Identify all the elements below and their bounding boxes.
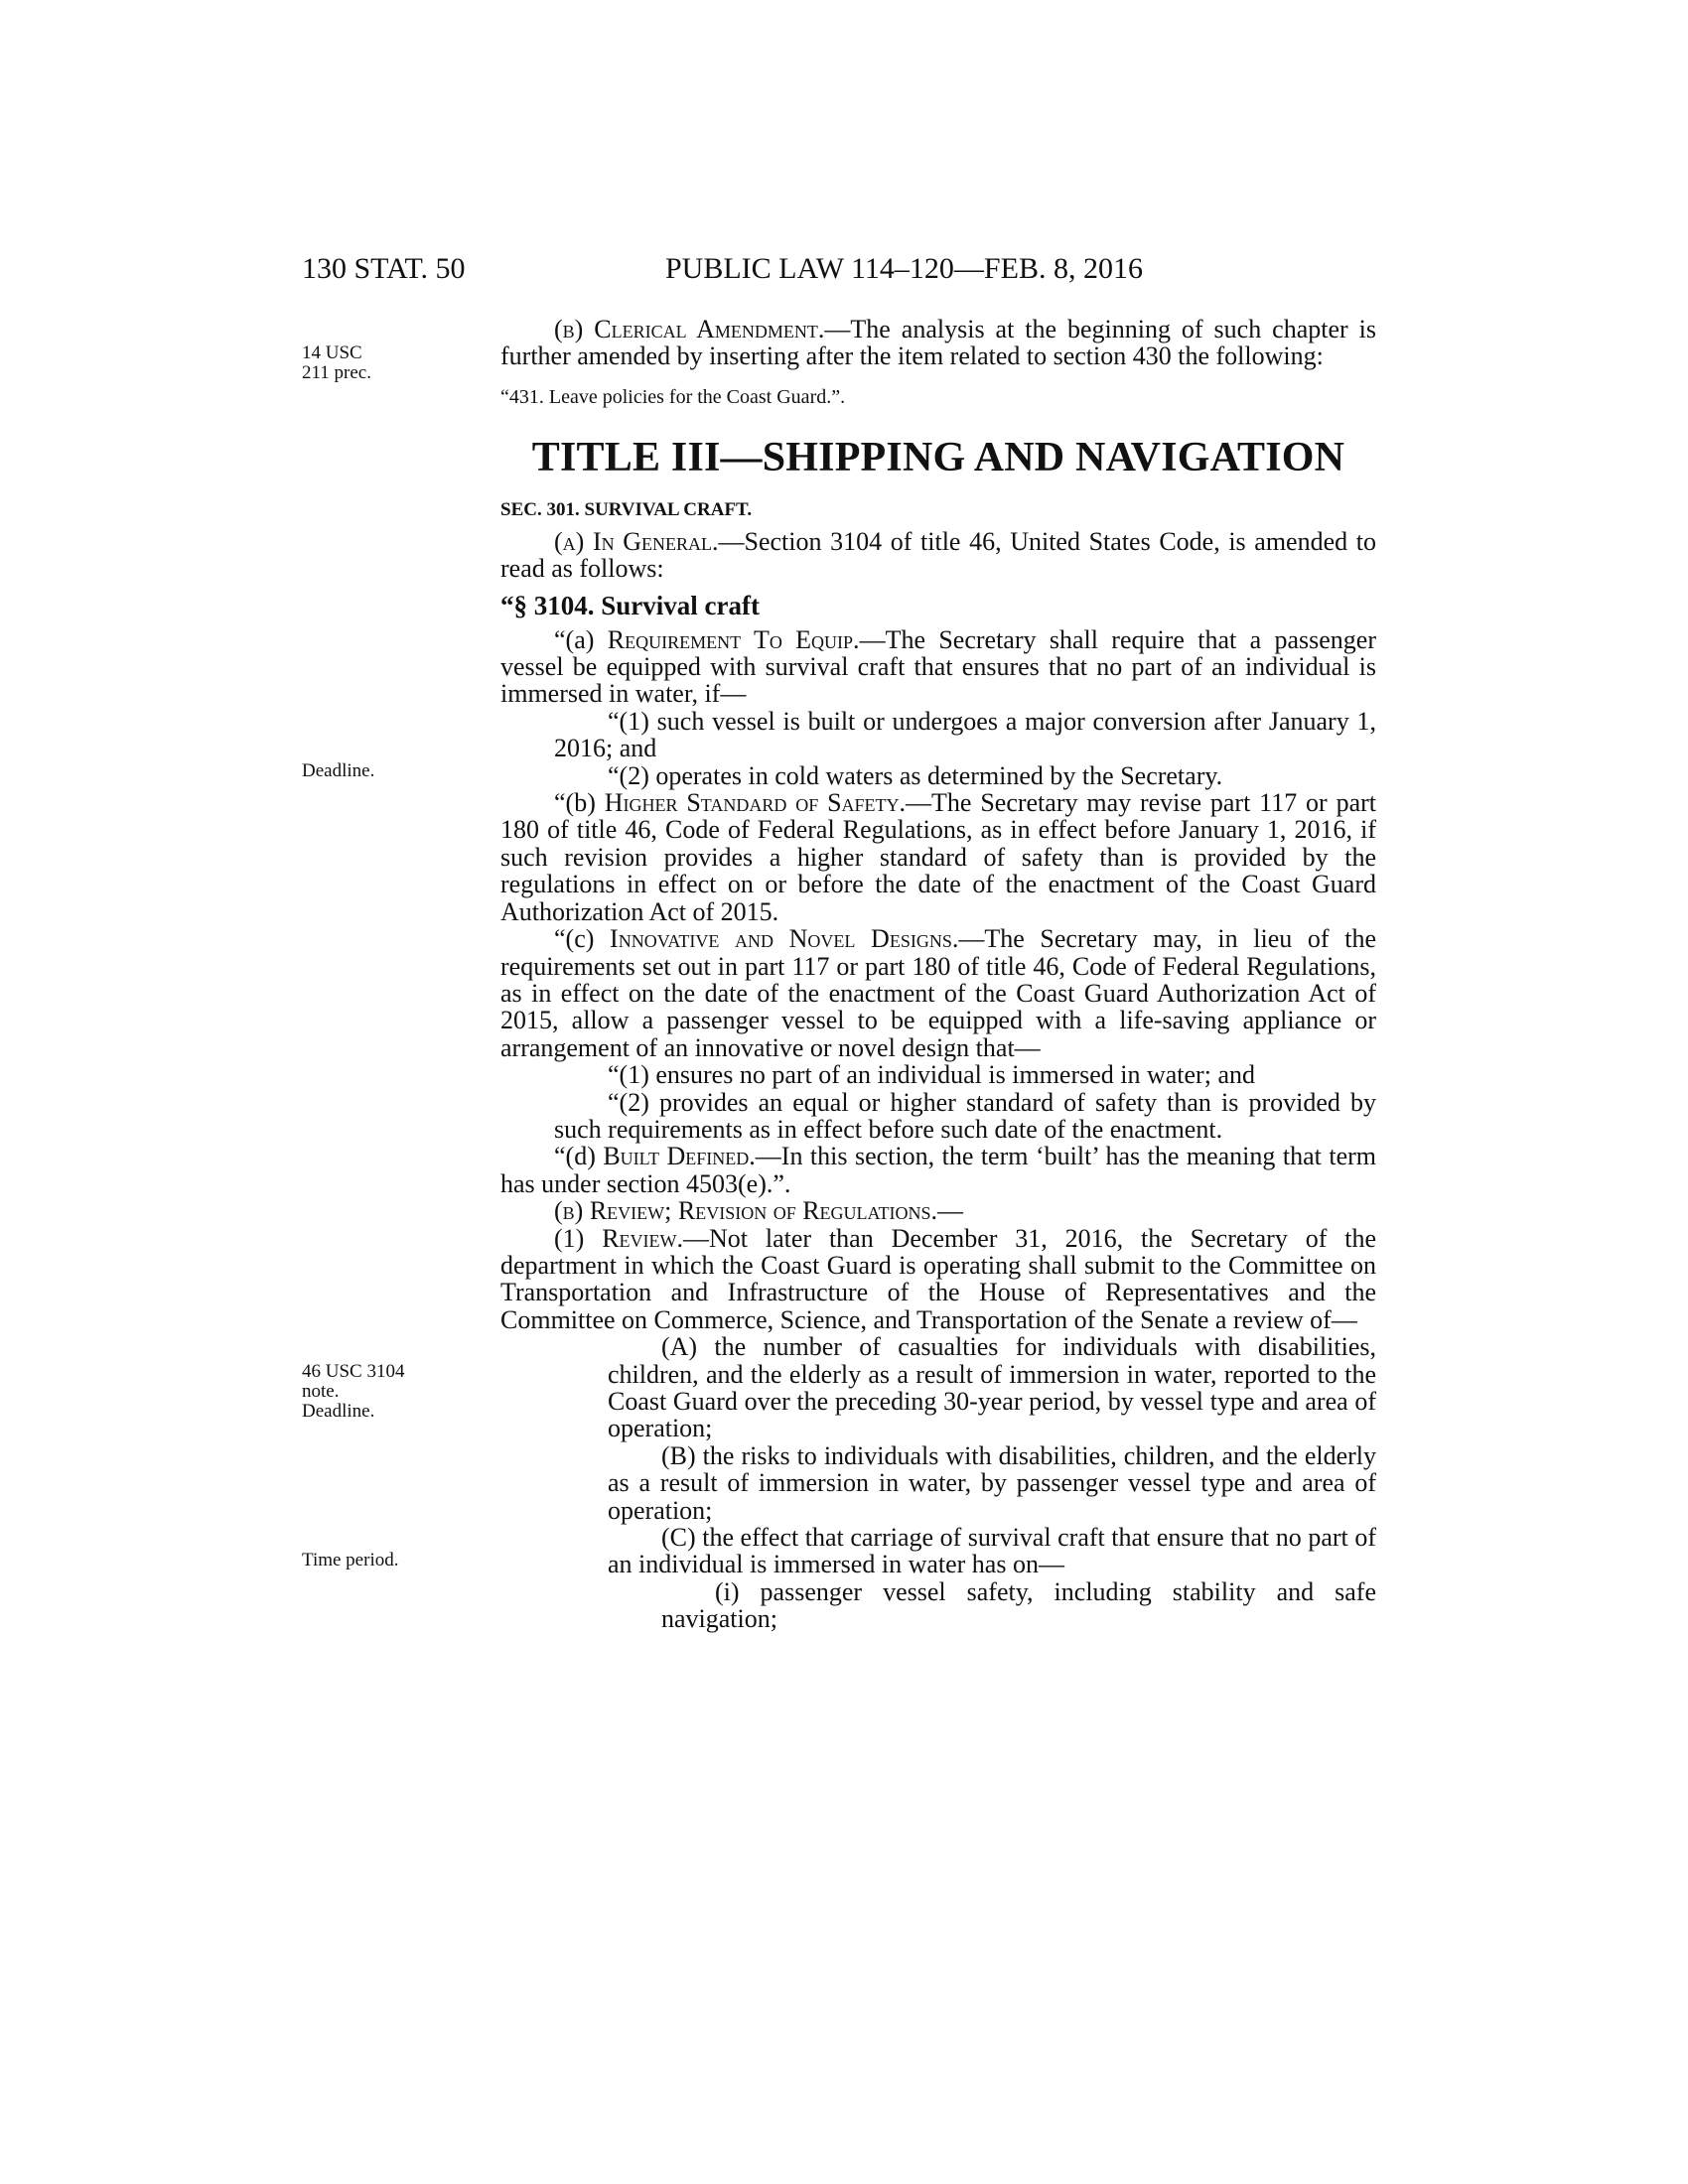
subsection-d-label: Built Defined. (603, 1142, 756, 1171)
subsection-b-text: —The Secretary may revise part 117 or part 180 of title 46, Code of Federal Regulations, as in effect before January 1, 2016, if such revision provides a higher standard of safety than is provided by the regulations in effect on or before the date of the enactment of the Coast Guard Authorization Act of 2015. (500, 788, 1376, 926)
subsection-d-text: —In this section, the term ‘built’ has the meaning that term has under section 4503(e).”. (500, 1142, 1377, 1198)
review-1-text: —Not later than December 31, 2016, the Secretary of the department in which the Coast Guard is operating shall submit to the Committee on Transportation and Infrastructure of the House of Representatives and the Committee on Commerce, Science, and Transportation of the Senate a review of— (500, 1223, 1376, 1334)
subparagraph-A: (A) the number of casualties for individuals with disabilities, children, and the elderly as a result of immersion in water, reported to the Coast Guard over the preceding 30-year period, by vessel type and area of operation; (608, 1332, 1376, 1443)
section-301-heading: SEC. 301. SURVIVAL CRAFT. (500, 498, 753, 520)
subsection-a-text: —The Secretary shall require that a passenger vessel be equipped with survival craft that ensures that no part of an individual is immersed in water, if— (500, 624, 1376, 709)
subsection-b-label: Higher Standard of Safety. (604, 788, 907, 818)
margin-note-46-usc-3104 (302, 1362, 481, 1422)
section-3104-heading: “§ 3104. Survival craft (500, 590, 760, 620)
clause-i: (i) passenger vessel safety, including stability and safe navigation; (661, 1576, 1376, 1634)
margin-note-time-period: Time period. (302, 1550, 399, 1570)
subsection-c-prefix: “(c) (554, 924, 611, 954)
subparagraph-C: (C) the effect that carriage of survival craft that ensure that no part of an individual is immersed in water has on— (608, 1523, 1376, 1579)
margin-note-line: 14 USC (302, 342, 362, 363)
subsection-b-prefix: “(b) (554, 788, 605, 818)
title-heading: TITLE III—SHIPPING AND NAVIGATION (531, 434, 1345, 480)
stat-reference: 130 STAT. 50 (302, 252, 466, 285)
review-heading-label: (b) Review; Revision of Regulations. (554, 1196, 938, 1226)
subsection-b (500, 789, 1376, 925)
quoted-table-item: “431. Leave policies for the Coast Guard.”. (500, 385, 846, 408)
subsection-c-text: —The Secretary may, in lieu of the requirements set out in part 117 or part 180 of title 46, Code of Federal Regulations, as in effect on the date of the enactment of the Coast Guard Authorization Act of 2015, allow a passenger vessel to be equipped with a life-saving appliance or arrangement of an innovative or novel design that— (500, 924, 1376, 1062)
review-1-prefix: (1) (554, 1223, 603, 1253)
page-header (302, 249, 1384, 289)
document-body (500, 316, 1376, 1633)
subparagraph-B: (B) the risks to individuals with disabilities, children, and the elderly as a result of immersion in water, by passenger vessel type and area of operation; (608, 1440, 1376, 1525)
margin-note-14-usc (302, 343, 481, 383)
subsection-a (500, 626, 1376, 708)
paragraph-c-1: “(1) ensures no part of an individual is immersed in water; and (608, 1060, 1255, 1090)
clerical-amendment-paragraph (500, 316, 1376, 370)
subsection-c (500, 925, 1376, 1061)
review-heading-dash: — (937, 1196, 964, 1226)
public-law-reference: PUBLIC LAW 114–120—FEB. 8, 2016 (665, 252, 1143, 285)
review-1-label: Review. (602, 1223, 684, 1253)
in-general-label: (a) In General. (554, 526, 719, 556)
subsection-d-prefix: “(d) (554, 1142, 604, 1171)
clerical-amendment-text: —The analysis at the beginning of such chapter is further amended by inserting after the item related to section 430 the following: (500, 315, 1376, 371)
in-general-paragraph (500, 528, 1376, 583)
subsection-a-prefix: “(a) (554, 624, 608, 654)
review-heading-paragraph (500, 1197, 1376, 1224)
margin-note-deadline: Deadline. (302, 760, 375, 781)
subsection-a-label: Requirement To Equip. (607, 624, 860, 654)
review-paragraph-1 (500, 1225, 1376, 1334)
paragraph-c-2: “(2) provides an equal or higher standard of safety than is provided by such requirements as in effect before such date of the enactment. (554, 1087, 1376, 1144)
margin-note-line: 211 prec. (302, 362, 371, 383)
paragraph-a-1: “(1) such vessel is built or undergoes a major conversion after January 1, 2016; and (554, 706, 1376, 763)
clerical-amendment-label: (b) Clerical Amendment. (554, 315, 825, 343)
subsection-c-label: Innovative and Novel Designs. (610, 924, 959, 954)
margin-note-line: note. (302, 1381, 340, 1402)
subsection-d (500, 1143, 1376, 1197)
in-general-text: —Section 3104 of title 46, United States Code, is amended to read as follows: (500, 526, 1376, 584)
margin-note-line: Deadline. (302, 1401, 375, 1422)
paragraph-a-2: “(2) operates in cold waters as determined by the Secretary. (608, 760, 1223, 790)
margin-note-line: 46 USC 3104 (302, 1361, 405, 1382)
